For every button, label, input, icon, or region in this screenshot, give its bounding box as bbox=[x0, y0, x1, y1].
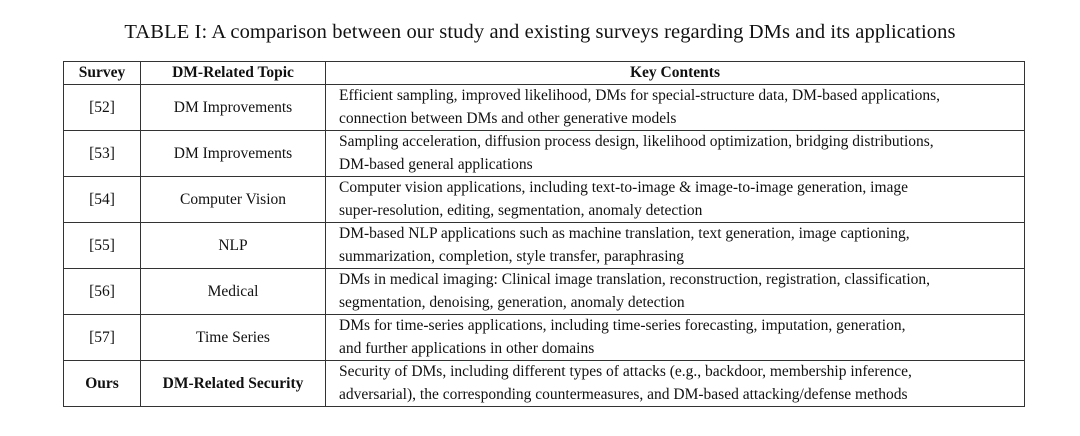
table-row bbox=[64, 223, 1025, 269]
topic-cell: NLP bbox=[141, 223, 326, 269]
contents-cell bbox=[326, 85, 1025, 131]
survey-cell: Ours bbox=[64, 361, 141, 407]
contents-line: super-resolution, editing, segmentation, anomaly detection bbox=[339, 201, 703, 219]
comparison-table bbox=[63, 61, 1025, 407]
topic-cell: Time Series bbox=[141, 315, 326, 361]
contents-line: Efficient sampling, improved likelihood, DMs for special-structure data, DM-based applications, bbox=[339, 87, 941, 104]
contents-line: and further applications in other domains bbox=[339, 339, 595, 357]
topic-cell: Medical bbox=[141, 269, 326, 315]
contents-cell bbox=[326, 177, 1025, 223]
contents-cell bbox=[326, 223, 1025, 269]
header-topic: DM-Related Topic bbox=[141, 62, 326, 85]
table-row bbox=[64, 269, 1025, 315]
topic-cell: Computer Vision bbox=[141, 177, 326, 223]
topic-cell: DM Improvements bbox=[141, 131, 326, 177]
contents-line: segmentation, denoising, generation, anomaly detection bbox=[339, 293, 685, 311]
survey-cell: [52] bbox=[64, 85, 141, 131]
contents-line: summarization, completion, style transfer, paraphrasing bbox=[339, 247, 685, 265]
contents-line: DM-based NLP applications such as machine translation, text generation, image captioning, bbox=[339, 225, 910, 242]
contents-cell bbox=[326, 131, 1025, 177]
table-row bbox=[64, 315, 1025, 361]
contents-line: Sampling acceleration, diffusion process design, likelihood optimization, bridging distributions, bbox=[339, 133, 934, 150]
contents-line: DM-based general applications bbox=[339, 155, 533, 173]
table-row bbox=[64, 131, 1025, 177]
survey-cell: [57] bbox=[64, 315, 141, 361]
topic-cell: DM Improvements bbox=[141, 85, 326, 131]
contents-line: adversarial), the corresponding countermeasures, and DM-based attacking/defense methods bbox=[339, 385, 908, 403]
topic-cell: DM-Related Security bbox=[141, 361, 326, 407]
contents-cell bbox=[326, 361, 1025, 407]
survey-cell: [53] bbox=[64, 131, 141, 177]
survey-cell: [54] bbox=[64, 177, 141, 223]
table-row bbox=[64, 177, 1025, 223]
survey-cell: [55] bbox=[64, 223, 141, 269]
table-header-row bbox=[64, 62, 1025, 85]
contents-line: connection between DMs and other generative models bbox=[339, 109, 677, 127]
contents-line: DMs in medical imaging: Clinical image translation, reconstruction, registration, classification, bbox=[339, 271, 931, 288]
table-caption: TABLE I: A comparison between our study and existing surveys regarding DMs and its applications bbox=[124, 21, 956, 43]
contents-line: Security of DMs, including different types of attacks (e.g., backdoor, membership inference, bbox=[339, 363, 912, 380]
header-key-contents: Key Contents bbox=[326, 62, 1025, 85]
contents-line: Computer vision applications, including text-to-image & image-to-image generation, image bbox=[339, 179, 909, 196]
header-survey: Survey bbox=[64, 62, 141, 85]
table-row bbox=[64, 85, 1025, 131]
contents-line: DMs for time-series applications, including time-series forecasting, imputation, generation, bbox=[339, 317, 906, 334]
contents-cell bbox=[326, 269, 1025, 315]
table-row-ours bbox=[64, 361, 1025, 407]
survey-cell: [56] bbox=[64, 269, 141, 315]
contents-cell bbox=[326, 315, 1025, 361]
